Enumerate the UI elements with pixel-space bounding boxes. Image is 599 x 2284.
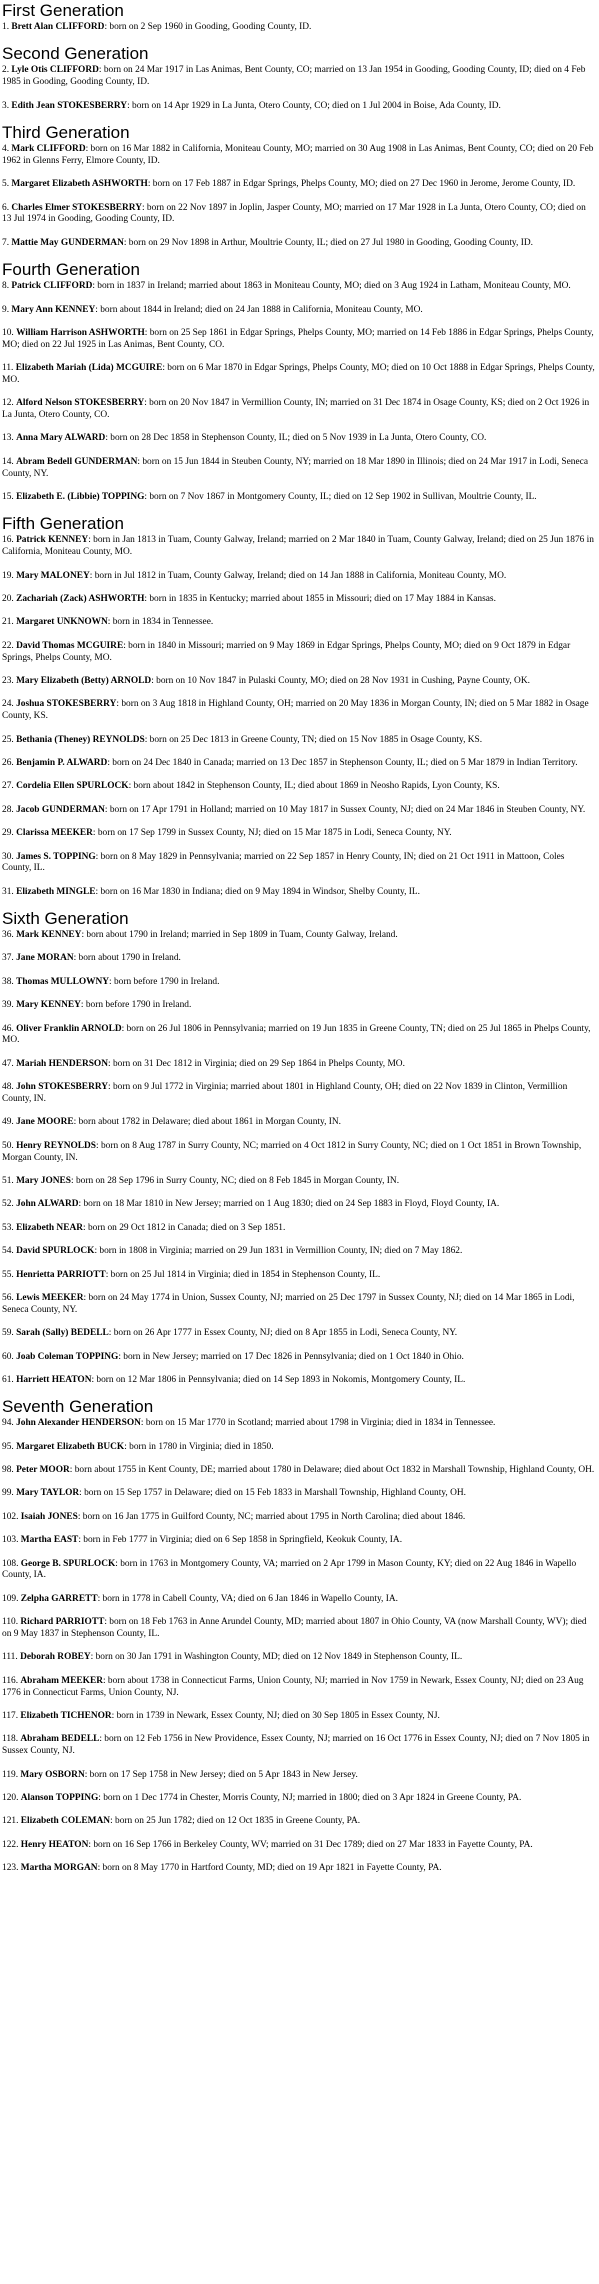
generation-section bbox=[2, 2, 595, 34]
ancestor-entry bbox=[2, 1293, 595, 1317]
ancestor-entry bbox=[2, 1000, 595, 1012]
ancestor-details: : born on 3 Aug 1818 in Highland County, OH; married on 20 May 1836 in Morgan County, IN; died on 5 Mar 1882 in Osage County, KS. bbox=[2, 699, 589, 722]
ancestor-name: Patrick CLIFFORD bbox=[11, 281, 93, 292]
ancestor-details: : born about 1782 in Delaware; died about 1861 in Morgan County, IN. bbox=[73, 1117, 342, 1128]
ancestor-number: 122. bbox=[2, 1839, 19, 1850]
ancestor-entry bbox=[2, 1793, 595, 1805]
ancestor-entry bbox=[2, 1246, 595, 1258]
ancestor-name: Martha EAST bbox=[20, 1535, 79, 1546]
ancestor-name: Mariah HENDERSON bbox=[16, 1058, 108, 1069]
ancestor-name: Peter MOOR bbox=[16, 1465, 70, 1476]
ancestor-name: John STOKESBERRY bbox=[16, 1082, 109, 1093]
ancestor-number: 109. bbox=[2, 1593, 19, 1604]
ancestor-name: James S. TOPPING bbox=[16, 851, 96, 862]
ancestor-entry bbox=[2, 1840, 595, 1852]
ancestor-entry bbox=[2, 305, 595, 317]
ancestor-name: Richard PARRIOTT bbox=[20, 1617, 105, 1628]
ancestor-details: : born on 17 Sep 1799 in Sussex County, NJ; died on 15 Mar 1875 in Lodi, Seneca County, NY. bbox=[92, 828, 452, 839]
ancestor-details: : born on 15 Sep 1757 in Delaware; died on 15 Feb 1833 in Marshall Township, Highland County, OH. bbox=[79, 1488, 466, 1499]
ancestor-number: 110. bbox=[2, 1617, 19, 1628]
ancestor-number: 123. bbox=[2, 1863, 19, 1874]
ancestor-details: : born on 7 Nov 1867 in Montgomery County, IL; died on 12 Sep 1902 in Sullivan, Moultrie County, IL. bbox=[144, 492, 537, 503]
ancestor-details: : born on 25 Dec 1813 in Greene County, TN; died on 15 Nov 1885 in Osage County, KS. bbox=[144, 734, 483, 745]
ancestor-details: : born about 1842 in Stephenson County, IL; died about 1869 in Neosho Rapids, Lyon County, KS. bbox=[128, 781, 500, 792]
ancestor-number: 99. bbox=[2, 1488, 14, 1499]
ancestor-entry bbox=[2, 805, 595, 817]
ancestor-entry bbox=[2, 571, 595, 583]
ancestor-name: Margaret Elizabeth ASHWORTH bbox=[11, 179, 148, 190]
ancestor-number: 55. bbox=[2, 1269, 14, 1280]
ancestor-entry bbox=[2, 1535, 595, 1547]
ancestor-details: : born in 1808 in Virginia; married on 29 Jun 1831 in Vermillion County, IN; died on 7 May 1862. bbox=[94, 1246, 463, 1257]
ancestor-entry bbox=[2, 238, 595, 250]
ancestor-name: Mary Ann KENNEY bbox=[11, 304, 96, 315]
ancestor-number: 9. bbox=[2, 304, 10, 315]
ancestor-number: 111. bbox=[2, 1652, 18, 1663]
ancestor-number: 53. bbox=[2, 1222, 14, 1233]
ancestor-details: : born in Feb 1777 in Virginia; died on 6 Sep 1858 in Springfield, Keokuk County, IA. bbox=[78, 1535, 403, 1546]
ancestor-name: Joab Coleman TOPPING bbox=[16, 1351, 119, 1362]
ancestor-name: David SPURLOCK bbox=[16, 1246, 95, 1257]
ancestor-name: Brett Alan CLIFFORD bbox=[11, 22, 105, 32]
ancestor-details: : born on 18 Feb 1763 in Anne Arundel County, MD; married about 1807 in Ohio County, VA (now Marshall County, WV); died on 9 May 1837 in Stephenson County, IL. bbox=[2, 1617, 587, 1640]
ancestor-entry bbox=[2, 1024, 595, 1048]
ancestor-details: : born on 2 Sep 1960 in Gooding, Gooding County, ID. bbox=[104, 22, 312, 32]
ancestor-entry bbox=[2, 953, 595, 965]
ancestor-number: 118. bbox=[2, 1734, 19, 1745]
ancestor-number: 13. bbox=[2, 433, 14, 444]
ancestor-entry bbox=[2, 1375, 595, 1387]
ancestor-entry bbox=[2, 65, 595, 89]
ancestor-entry bbox=[2, 699, 595, 723]
ancestor-entry bbox=[2, 1711, 595, 1723]
ancestor-number: 108. bbox=[2, 1558, 19, 1569]
ancestor-number: 49. bbox=[2, 1117, 14, 1128]
ancestor-entry bbox=[2, 852, 595, 876]
ancestor-number: 95. bbox=[2, 1441, 14, 1452]
ancestor-name: Abraham BEDELL bbox=[20, 1734, 100, 1745]
generation-heading: Fifth Generation bbox=[2, 514, 124, 534]
generation-section bbox=[2, 261, 595, 504]
generation-heading: Seventh Generation bbox=[2, 1397, 154, 1417]
ancestor-details: : born on 26 Jul 1806 in Pennsylvania; married on 19 Jun 1835 in Greene County, TN; died on 25 Jul 1865 in Phelps County, MO. bbox=[2, 1023, 591, 1046]
ancestor-entry bbox=[2, 1863, 595, 1875]
ancestor-name: Bethania (Theney) REYNOLDS bbox=[16, 734, 145, 745]
ancestor-details: : born on 22 Nov 1897 in Joplin, Jasper County, MO; married on 17 Mar 1928 in La Junta, Otero County, CO; died on 13 Jul 1974 in Gooding, Gooding County, ID. bbox=[2, 202, 586, 225]
ancestor-entry bbox=[2, 1176, 595, 1188]
ancestor-entry bbox=[2, 1676, 595, 1700]
ancestor-details: : born on 15 Mar 1770 in Scotland; married about 1798 in Virginia; died in 1834 in Tennessee. bbox=[140, 1418, 496, 1429]
ancestor-details: : born before 1790 in Ireland. bbox=[80, 1000, 192, 1011]
ancestor-name: Zelpha GARRETT bbox=[20, 1593, 98, 1604]
ancestor-details: : born on 17 Apr 1791 in Holland; married on 10 May 1817 in Sussex County, NJ; died on 24 Mar 1846 in Steuben County, NY. bbox=[104, 804, 586, 815]
ancestor-entry bbox=[2, 676, 595, 688]
ancestor-number: 51. bbox=[2, 1176, 14, 1186]
ancestor-name: Benjamin P. ALWARD bbox=[16, 757, 108, 768]
ancestor-entry bbox=[2, 1270, 595, 1282]
ancestor-details: : born about 1738 in Connecticut Farms, Union County, NJ; married in Nov 1759 in Newark, Essex County, NJ; died on 23 Aug 1776 in Connecticut Farms, Union County, NJ. bbox=[2, 1675, 584, 1698]
ancestor-number: 25. bbox=[2, 734, 14, 745]
ancestor-number: 24. bbox=[2, 699, 14, 710]
ancestor-number: 6. bbox=[2, 202, 10, 213]
ancestor-name: Cordelia Ellen SPURLOCK bbox=[16, 781, 129, 792]
ancestor-number: 2. bbox=[2, 65, 10, 76]
ancestor-details: : born on 25 Jul 1814 in Virginia; died in 1854 in Stephenson County, IL. bbox=[105, 1269, 381, 1280]
ancestor-details: : born on 20 Nov 1847 in Vermillion County, IN; married on 31 Dec 1874 in Osage County, KS; died on 2 Oct 1926 in La Junta, Otero County, CO. bbox=[2, 398, 590, 421]
ancestor-details: : born in 1780 in Virginia; died in 1850. bbox=[124, 1441, 274, 1452]
ancestor-name: Lewis MEEKER bbox=[16, 1292, 84, 1303]
ancestor-details: : born on 9 Jul 1772 in Virginia; married about 1801 in Highland County, OH; died on 22 Nov 1839 in Clinton, Vermillion County, IN. bbox=[2, 1082, 568, 1105]
ancestor-details: : born on 1 Dec 1774 in Chester, Morris County, NJ; married in 1800; died on 3 Apr 1824 in Greene County, PA. bbox=[98, 1792, 522, 1803]
ancestor-number: 47. bbox=[2, 1058, 14, 1069]
generation-section bbox=[2, 1398, 595, 1875]
ancestor-details: : born on 25 Jun 1782; died on 12 Oct 1835 in Greene County, PA. bbox=[110, 1816, 361, 1827]
ancestor-entry bbox=[2, 1082, 595, 1106]
ancestor-report bbox=[2, 2, 595, 1875]
ancestor-details: : born on 30 Jan 1791 in Washington County, MD; died on 12 Nov 1849 in Stephenson County, IL. bbox=[90, 1652, 463, 1663]
ancestor-number: 39. bbox=[2, 1000, 14, 1011]
generation-section bbox=[2, 910, 595, 1387]
ancestor-number: 50. bbox=[2, 1140, 14, 1151]
ancestor-number: 36. bbox=[2, 930, 14, 941]
ancestor-details: : born on 28 Dec 1858 in Stephenson County, IL; died on 5 Nov 1939 in La Junta, Otero County, CO. bbox=[105, 433, 487, 444]
ancestor-details: : born on 24 Mar 1917 in Las Animas, Bent County, CO; married on 13 Jan 1954 in Gooding, Gooding County, ID; died on 4 Feb 1985 in Gooding, Gooding County, ID. bbox=[2, 65, 586, 88]
ancestor-details: : born on 24 Dec 1840 in Canada; married on 13 Dec 1857 in Stephenson County, IL; died on 5 Mar 1879 in Indian Territory. bbox=[107, 757, 578, 768]
ancestor-details: : born on 8 May 1770 in Hartford County, MD; died on 19 Apr 1821 in Fayette County, PA. bbox=[97, 1863, 442, 1874]
ancestor-details: : born in New Jersey; married on 17 Dec 1826 in Pennsylvania; died on 1 Oct 1840 in Ohio. bbox=[118, 1351, 464, 1362]
ancestor-entry bbox=[2, 398, 595, 422]
ancestor-entry bbox=[2, 1488, 595, 1500]
ancestor-number: 5. bbox=[2, 179, 10, 190]
ancestor-entry bbox=[2, 1652, 595, 1664]
ancestor-details: : born on 25 Sep 1861 in Edgar Springs, Phelps County, MO; married on 14 Feb 1886 in Edgar Springs, Phelps County, MO; died on 22 Jul 1925 in Las Animas, Bent County, CO. bbox=[2, 327, 594, 350]
ancestor-entry bbox=[2, 1442, 595, 1454]
ancestor-name: Jane MORAN bbox=[16, 953, 74, 964]
ancestor-entry bbox=[2, 22, 595, 34]
ancestor-entry bbox=[2, 1465, 595, 1477]
ancestor-name: Thomas MULLOWNY bbox=[16, 976, 110, 987]
ancestor-number: 22. bbox=[2, 640, 14, 651]
ancestor-number: 16. bbox=[2, 535, 14, 546]
ancestor-number: 10. bbox=[2, 327, 14, 338]
ancestor-name: Abram Bedell GUNDERMAN bbox=[16, 456, 138, 467]
ancestor-details: : born on 12 Feb 1756 in New Providence, Essex County, NJ; married on 16 Oct 1776 in Essex County, NJ; died on 7 Nov 1805 in Sussex County, NJ. bbox=[2, 1734, 590, 1757]
ancestor-name: Oliver Franklin ARNOLD bbox=[16, 1023, 122, 1034]
ancestor-details: : born before 1790 in Ireland. bbox=[109, 976, 220, 987]
ancestor-name: Edith Jean STOKESBERRY bbox=[11, 100, 128, 111]
ancestor-details: : born on 8 May 1829 in Pennsylvania; married on 22 Sep 1857 in Henry County, IN; died on 21 Oct 1911 in Mattoon, Coles County, IL. bbox=[2, 851, 565, 874]
ancestor-details: : born in 1840 in Missouri; married on 9 May 1869 in Edgar Springs, Phelps County, MO; died on 9 Oct 1879 in Edgar Springs, Phelps County, MO. bbox=[2, 640, 571, 663]
ancestor-name: William Harrison ASHWORTH bbox=[16, 327, 145, 338]
ancestor-entry bbox=[2, 594, 595, 606]
ancestor-number: 4. bbox=[2, 143, 10, 154]
ancestor-details: : born in 1763 in Montgomery County, VA; married on 2 Apr 1799 in Mason County, KY; died on 22 Aug 1846 in Wapello County, IA. bbox=[2, 1558, 577, 1581]
ancestor-entry bbox=[2, 617, 595, 629]
ancestor-entry bbox=[2, 1816, 595, 1828]
ancestor-entry bbox=[2, 1141, 595, 1165]
ancestor-details: : born on 14 Apr 1929 in La Junta, Otero County, CO; died on 1 Jul 2004 in Boise, Ada County, ID. bbox=[127, 100, 501, 111]
ancestor-details: : born in 1778 in Cabell County, VA; died on 6 Jan 1846 in Wapello County, IA. bbox=[97, 1593, 398, 1604]
ancestor-name: Elizabeth MINGLE bbox=[16, 886, 96, 897]
ancestor-details: : born in Jul 1812 in Tuam, County Galway, Ireland; died on 14 Jan 1888 in California, Moniteau County, MO. bbox=[89, 570, 507, 581]
ancestor-name: Mary JONES bbox=[16, 1176, 72, 1186]
generation-section bbox=[2, 45, 595, 112]
ancestor-details: : born on 16 Sep 1766 in Berkeley County, WV; married on 31 Dec 1789; died on 27 Mar 1833 in Fayette County, PA. bbox=[88, 1839, 533, 1850]
ancestor-name: Mark KENNEY bbox=[16, 930, 82, 941]
ancestor-details: : born on 8 Aug 1787 in Surry County, NC; married on 4 Oct 1812 in Surry County, NC; died on 1 Oct 1851 in Brown Township, Morgan County, IN. bbox=[2, 1140, 582, 1163]
ancestor-number: 48. bbox=[2, 1082, 14, 1093]
ancestor-details: : born about 1790 in Ireland. bbox=[73, 953, 181, 964]
ancestor-name: Mary Elizabeth (Betty) ARNOLD bbox=[16, 675, 152, 686]
ancestor-name: Mary MALONEY bbox=[16, 570, 90, 581]
ancestor-number: 3. bbox=[2, 100, 10, 111]
ancestor-number: 30. bbox=[2, 851, 14, 862]
ancestor-entry bbox=[2, 492, 595, 504]
ancestor-entry bbox=[2, 144, 595, 168]
ancestor-number: 7. bbox=[2, 237, 10, 248]
ancestor-number: 98. bbox=[2, 1465, 14, 1476]
ancestor-entry bbox=[2, 1617, 595, 1641]
ancestor-number: 15. bbox=[2, 492, 14, 503]
ancestor-name: Mary TAYLOR bbox=[16, 1488, 80, 1499]
ancestor-entry bbox=[2, 101, 595, 113]
ancestor-name: Deborah ROBEY bbox=[20, 1652, 91, 1663]
ancestor-number: 28. bbox=[2, 804, 14, 815]
ancestor-number: 14. bbox=[2, 456, 14, 467]
ancestor-number: 29. bbox=[2, 828, 14, 839]
ancestor-details: : born on 28 Sep 1796 in Surry County, NC; died on 8 Feb 1845 in Morgan County, IN. bbox=[71, 1176, 400, 1186]
ancestor-entry bbox=[2, 363, 595, 387]
ancestor-entry bbox=[2, 281, 595, 293]
ancestor-details: : born on 29 Oct 1812 in Canada; died on 3 Sep 1851. bbox=[83, 1222, 286, 1233]
ancestor-details: : born about 1790 in Ireland; married in Sep 1809 in Tuam, County Galway, Ireland. bbox=[81, 930, 398, 941]
ancestor-name: Henry REYNOLDS bbox=[16, 1140, 97, 1151]
ancestor-details: : born on 6 Mar 1870 in Edgar Springs, Phelps County, MO; died on 10 Oct 1888 in Edgar Springs, Phelps County, MO. bbox=[2, 363, 595, 385]
ancestor-name: Alford Nelson STOKESBERRY bbox=[16, 398, 145, 409]
ancestor-details: : born on 31 Dec 1812 in Virginia; died on 29 Sep 1864 in Phelps County, MO. bbox=[108, 1058, 405, 1069]
ancestor-entry bbox=[2, 1559, 595, 1583]
ancestor-entry bbox=[2, 535, 595, 559]
ancestor-name: Elizabeth COLEMAN bbox=[20, 1816, 111, 1827]
ancestor-number: 12. bbox=[2, 398, 14, 409]
ancestor-number: 56. bbox=[2, 1292, 14, 1303]
ancestor-entry bbox=[2, 1734, 595, 1758]
ancestor-name: John ALWARD bbox=[16, 1199, 79, 1210]
ancestor-entry bbox=[2, 1512, 595, 1524]
ancestor-name: Zachariah (Zack) ASHWORTH bbox=[16, 594, 145, 605]
ancestor-details: : born on 16 Mar 1882 in California, Moniteau County, MO; married on 30 Aug 1908 in Las Animas, Bent County, CO; died on 20 Feb 1962 in Glenns Ferry, Elmore County, ID. bbox=[2, 143, 594, 166]
ancestor-number: 52. bbox=[2, 1199, 14, 1210]
ancestor-details: : born on 12 Mar 1806 in Pennsylvania; died on 14 Sep 1893 in Nokomis, Montgomery County, IL. bbox=[91, 1374, 466, 1385]
ancestor-details: : born on 24 May 1774 in Union, Sussex County, NJ; married on 25 Dec 1797 in Sussex County, NJ; died on 14 Mar 1865 in Lodi, Seneca County, NY. bbox=[2, 1292, 575, 1315]
ancestor-name: Sarah (Sally) BEDELL bbox=[16, 1328, 109, 1339]
ancestor-details: : born in 1835 in Kentucky; married about 1855 in Missouri; died on 17 May 1884 in Kansas. bbox=[144, 594, 496, 605]
ancestor-number: 8. bbox=[2, 281, 10, 292]
ancestor-details: : born about 1844 in Ireland; died on 24 Jan 1888 in California, Moniteau County, MO. bbox=[95, 304, 423, 315]
generation-heading: Third Generation bbox=[2, 122, 130, 142]
ancestor-entry bbox=[2, 828, 595, 840]
ancestor-name: Mary KENNEY bbox=[16, 1000, 81, 1011]
ancestor-entry bbox=[2, 641, 595, 665]
ancestor-number: 31. bbox=[2, 886, 14, 897]
ancestor-number: 116. bbox=[2, 1675, 19, 1686]
ancestor-number: 26. bbox=[2, 757, 14, 768]
ancestor-number: 59. bbox=[2, 1328, 14, 1339]
ancestor-entry bbox=[2, 887, 595, 899]
ancestor-details: : born on 26 Apr 1777 in Essex County, NJ; died on 8 Apr 1855 in Lodi, Seneca County, NY. bbox=[108, 1328, 458, 1339]
ancestor-number: 54. bbox=[2, 1246, 14, 1257]
ancestor-entry bbox=[2, 1223, 595, 1235]
ancestor-entry bbox=[2, 1352, 595, 1364]
ancestor-details: : born in 1739 in Newark, Essex County, NJ; died on 30 Sep 1805 in Essex County, NJ. bbox=[111, 1711, 440, 1721]
ancestor-entry bbox=[2, 457, 595, 481]
ancestor-entry bbox=[2, 328, 595, 352]
ancestor-name: Henrietta PARRIOTT bbox=[16, 1269, 106, 1280]
ancestor-number: 37. bbox=[2, 953, 14, 964]
ancestor-number: 119. bbox=[2, 1769, 19, 1780]
ancestor-entry bbox=[2, 1117, 595, 1129]
ancestor-name: Charles Elmer STOKESBERRY bbox=[11, 202, 142, 213]
ancestor-number: 60. bbox=[2, 1351, 14, 1362]
ancestor-details: : born about 1755 in Kent County, DE; married about 1780 in Delaware; died about Oct 1832 in Marshall Township, Highland County, OH. bbox=[69, 1465, 595, 1476]
ancestor-entry bbox=[2, 930, 595, 942]
ancestor-number: 103. bbox=[2, 1535, 19, 1546]
ancestor-number: 102. bbox=[2, 1511, 19, 1522]
generation-section bbox=[2, 124, 595, 250]
ancestor-name: Anna Mary ALWARD bbox=[16, 433, 106, 444]
ancestor-details: : born in 1834 in Tennessee. bbox=[107, 617, 214, 628]
ancestor-name: Margaret UNKNOWN bbox=[16, 617, 108, 628]
ancestor-entry bbox=[2, 758, 595, 770]
ancestor-details: : born on 15 Jun 1844 in Steuben County, NY; married on 18 Mar 1890 in Illinois; died on 24 Mar 1917 in Lodi, Seneca County, NY. bbox=[2, 456, 588, 479]
ancestor-details: : born on 18 Mar 1810 in New Jersey; married on 1 Aug 1830; died on 24 Sep 1883 in Floyd, Floyd County, IA. bbox=[78, 1199, 500, 1210]
ancestor-name: Henry HEATON bbox=[20, 1839, 89, 1850]
ancestor-name: Jane MOORE bbox=[16, 1117, 74, 1128]
ancestor-number: 1. bbox=[2, 22, 10, 32]
ancestor-entry bbox=[2, 781, 595, 793]
ancestor-name: Elizabeth NEAR bbox=[16, 1222, 83, 1233]
generation-heading: Sixth Generation bbox=[2, 909, 129, 929]
ancestor-number: 121. bbox=[2, 1816, 19, 1827]
ancestor-entry bbox=[2, 1770, 595, 1782]
ancestor-details: : born on 16 Mar 1830 in Indiana; died on 9 May 1894 in Windsor, Shelby County, IL. bbox=[95, 886, 420, 897]
ancestor-name: Clarissa MEEKER bbox=[16, 828, 93, 839]
ancestor-name: Patrick KENNEY bbox=[16, 535, 89, 546]
ancestor-entry bbox=[2, 1594, 595, 1606]
ancestor-number: 46. bbox=[2, 1023, 14, 1034]
ancestor-name: Alanson TOPPING bbox=[20, 1792, 99, 1803]
ancestor-name: Mark CLIFFORD bbox=[11, 143, 86, 154]
generation-heading: Fourth Generation bbox=[2, 260, 140, 280]
ancestor-details: : born on 17 Sep 1758 in New Jersey; died on 5 Apr 1843 in New Jersey. bbox=[84, 1769, 358, 1780]
ancestor-entry bbox=[2, 735, 595, 747]
ancestor-name: David Thomas MCGUIRE bbox=[16, 640, 124, 651]
ancestor-name: Elizabeth TICHENOR bbox=[20, 1711, 112, 1721]
ancestor-entry bbox=[2, 1199, 595, 1211]
generation-section bbox=[2, 515, 595, 898]
ancestor-number: 21. bbox=[2, 617, 14, 628]
ancestor-entry bbox=[2, 203, 595, 227]
ancestor-entry bbox=[2, 1418, 595, 1430]
ancestor-name: Mattie May GUNDERMAN bbox=[11, 237, 124, 248]
ancestor-details: : born in 1837 in Ireland; married about 1863 in Moniteau County, MO; died on 3 Aug 1924 in Latham, Moniteau County, MO. bbox=[92, 281, 571, 292]
ancestor-number: 19. bbox=[2, 570, 14, 581]
ancestor-name: Elizabeth E. (Libbie) TOPPING bbox=[16, 492, 145, 503]
ancestor-details: : born on 29 Nov 1898 in Arthur, Moultrie County, IL; died on 27 Jul 1980 in Gooding, Gooding County, ID. bbox=[123, 237, 533, 248]
ancestor-number: 27. bbox=[2, 781, 14, 792]
ancestor-name: Lyle Otis CLIFFORD bbox=[11, 65, 99, 76]
ancestor-name: Abraham MEEKER bbox=[20, 1675, 103, 1686]
ancestor-number: 23. bbox=[2, 675, 14, 686]
ancestor-entry bbox=[2, 433, 595, 445]
ancestor-name: Elizabeth Mariah (Lida) MCGUIRE bbox=[15, 363, 163, 374]
ancestor-entry bbox=[2, 1328, 595, 1340]
ancestor-details: : born on 10 Nov 1847 in Pulaski County, MO; died on 28 Nov 1931 in Cushing, Payne County, OK. bbox=[151, 675, 530, 686]
ancestor-details: : born in Jan 1813 in Tuam, County Galway, Ireland; married on 2 Mar 1840 in Tuam, County Galway, Ireland; died on 25 Jun 1876 in California, Moniteau County, MO. bbox=[2, 535, 594, 558]
generation-heading: First Generation bbox=[2, 1, 124, 20]
ancestor-entry bbox=[2, 179, 595, 191]
ancestor-number: 117. bbox=[2, 1711, 19, 1721]
ancestor-number: 120. bbox=[2, 1792, 19, 1803]
ancestor-number: 61. bbox=[2, 1374, 14, 1385]
generation-heading: Second Generation bbox=[2, 44, 149, 64]
ancestor-number: 20. bbox=[2, 594, 14, 605]
ancestor-name: Mary OSBORN bbox=[20, 1769, 85, 1780]
ancestor-entry bbox=[2, 977, 595, 989]
ancestor-entry bbox=[2, 1059, 595, 1071]
ancestor-name: Harriett HEATON bbox=[16, 1374, 92, 1385]
ancestor-name: Joshua STOKESBERRY bbox=[16, 699, 117, 710]
ancestor-number: 11. bbox=[2, 363, 14, 374]
ancestor-name: John Alexander HENDERSON bbox=[16, 1418, 141, 1429]
ancestor-name: Margaret Elizabeth BUCK bbox=[16, 1441, 125, 1452]
ancestor-number: 38. bbox=[2, 976, 14, 987]
ancestor-name: Jacob GUNDERMAN bbox=[16, 804, 105, 815]
ancestor-name: George B. SPURLOCK bbox=[20, 1558, 116, 1569]
ancestor-number: 94. bbox=[2, 1418, 14, 1429]
ancestor-details: : born on 17 Feb 1887 in Edgar Springs, Phelps County, MO; died on 27 Dec 1960 in Jerome, Jerome County, ID. bbox=[147, 179, 576, 190]
ancestor-details: : born on 16 Jan 1775 in Guilford County, NC; married about 1795 in North Carolina; died about 1846. bbox=[77, 1511, 466, 1522]
ancestor-name: Martha MORGAN bbox=[20, 1863, 98, 1874]
ancestor-name: Isaiah JONES bbox=[20, 1511, 78, 1522]
